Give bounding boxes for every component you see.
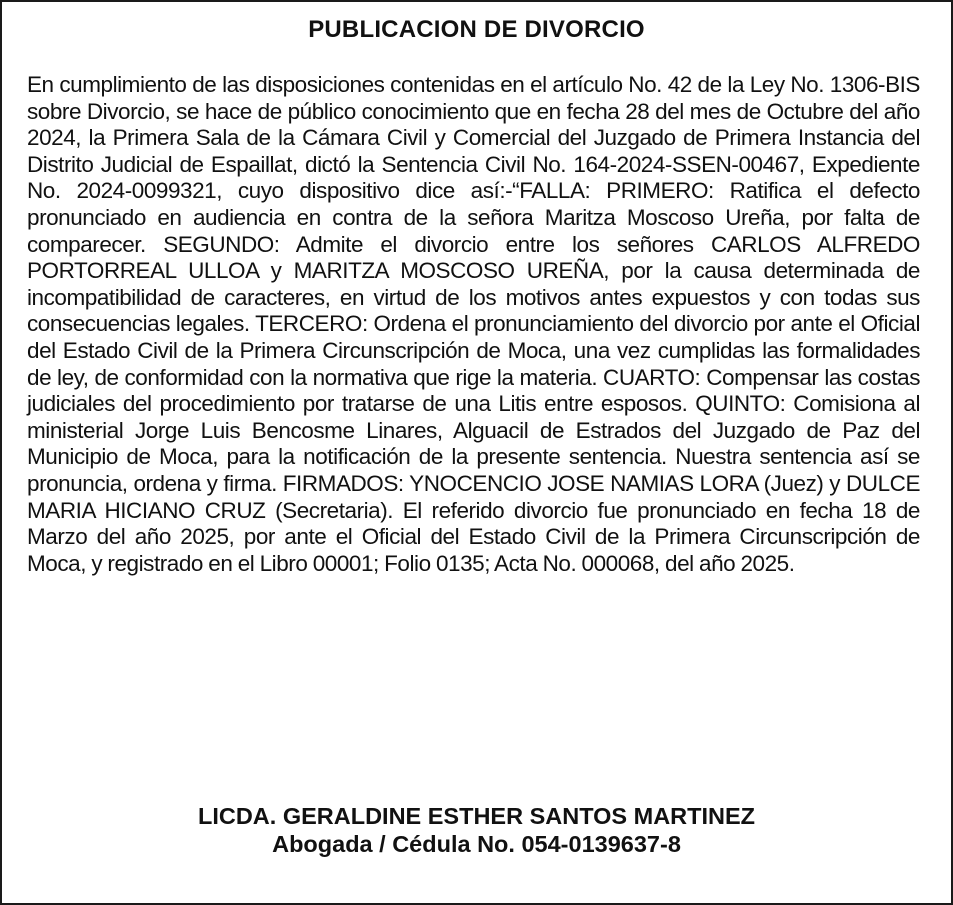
notice-title: PUBLICACION DE DIVORCIO <box>308 16 645 43</box>
signature-name: LICDA. GERALDINE ESTHER SANTOS MARTINEZ <box>197 803 756 829</box>
notice-body: En cumplimiento de las disposiciones contenidas en el artículo No. 42 de la Ley No. 1306-BIS sobre Divorcio, se hace de público conocimiento que en fecha 28 del mes de Octubre del año 2024, la Primera Sala de la Cámara Civil y Comercial del Juzgado de Primera Instancia del Distrito Judicial de Espaillat, dictó la Sentencia Civil No. 164-2024-SSEN-00467, Expediente No. 2024-0099321, cuyo dispositivo dice así:-“FALLA: PRIMERO: Ratifica el defecto pronunciado en audiencia en contra de la señora Maritza Moscoso Ureña, por falta de comparecer. SEGUNDO: Admite el divorcio entre los señores CARLOS ALFREDO PORTORREAL ULLOA y MARITZA MOSCOSO UREÑA, por la causa determinada de incompatibilidad de caracteres, en virtud de los motivos antes expuestos y con todas sus consecuencias legales. TERCERO: Ordena el pronunciamiento del divorcio por ante el Oficial del Estado Civil de la Primera Circunscripción de Moca, una vez cumplidas las formalidades de ley, de conformidad con la normativa que rige la materia. CUARTO: Compensar las costas judiciales del procedimiento por tratarse de una Litis entre esposos. QUINTO: Comisiona al ministerial Jorge Luis Bencosme Linares, Alguacil de Estrados del Juzgado de Paz del Municipio de Moca, para la notificación de la presente sentencia. Nuestra sentencia así se pronuncia, ordena y firma. FIRMADOS: YNOCENCIO JOSE NAMIAS LORA (Juez) y DULCE MARIA HICIANO CRUZ (Secretaria). El referido divorcio fue pronunciado en fecha 18 de Marzo del año 2025, por ante el Oficial del Estado Civil de la Primera Circunscripción de Moca, y registrado en el Libro 00001; Folio 0135; Acta No. 000068, del año 2025. <box>27 72 920 576</box>
signature-role: Abogada / Cédula No. 054-0139637-8 <box>272 831 681 857</box>
